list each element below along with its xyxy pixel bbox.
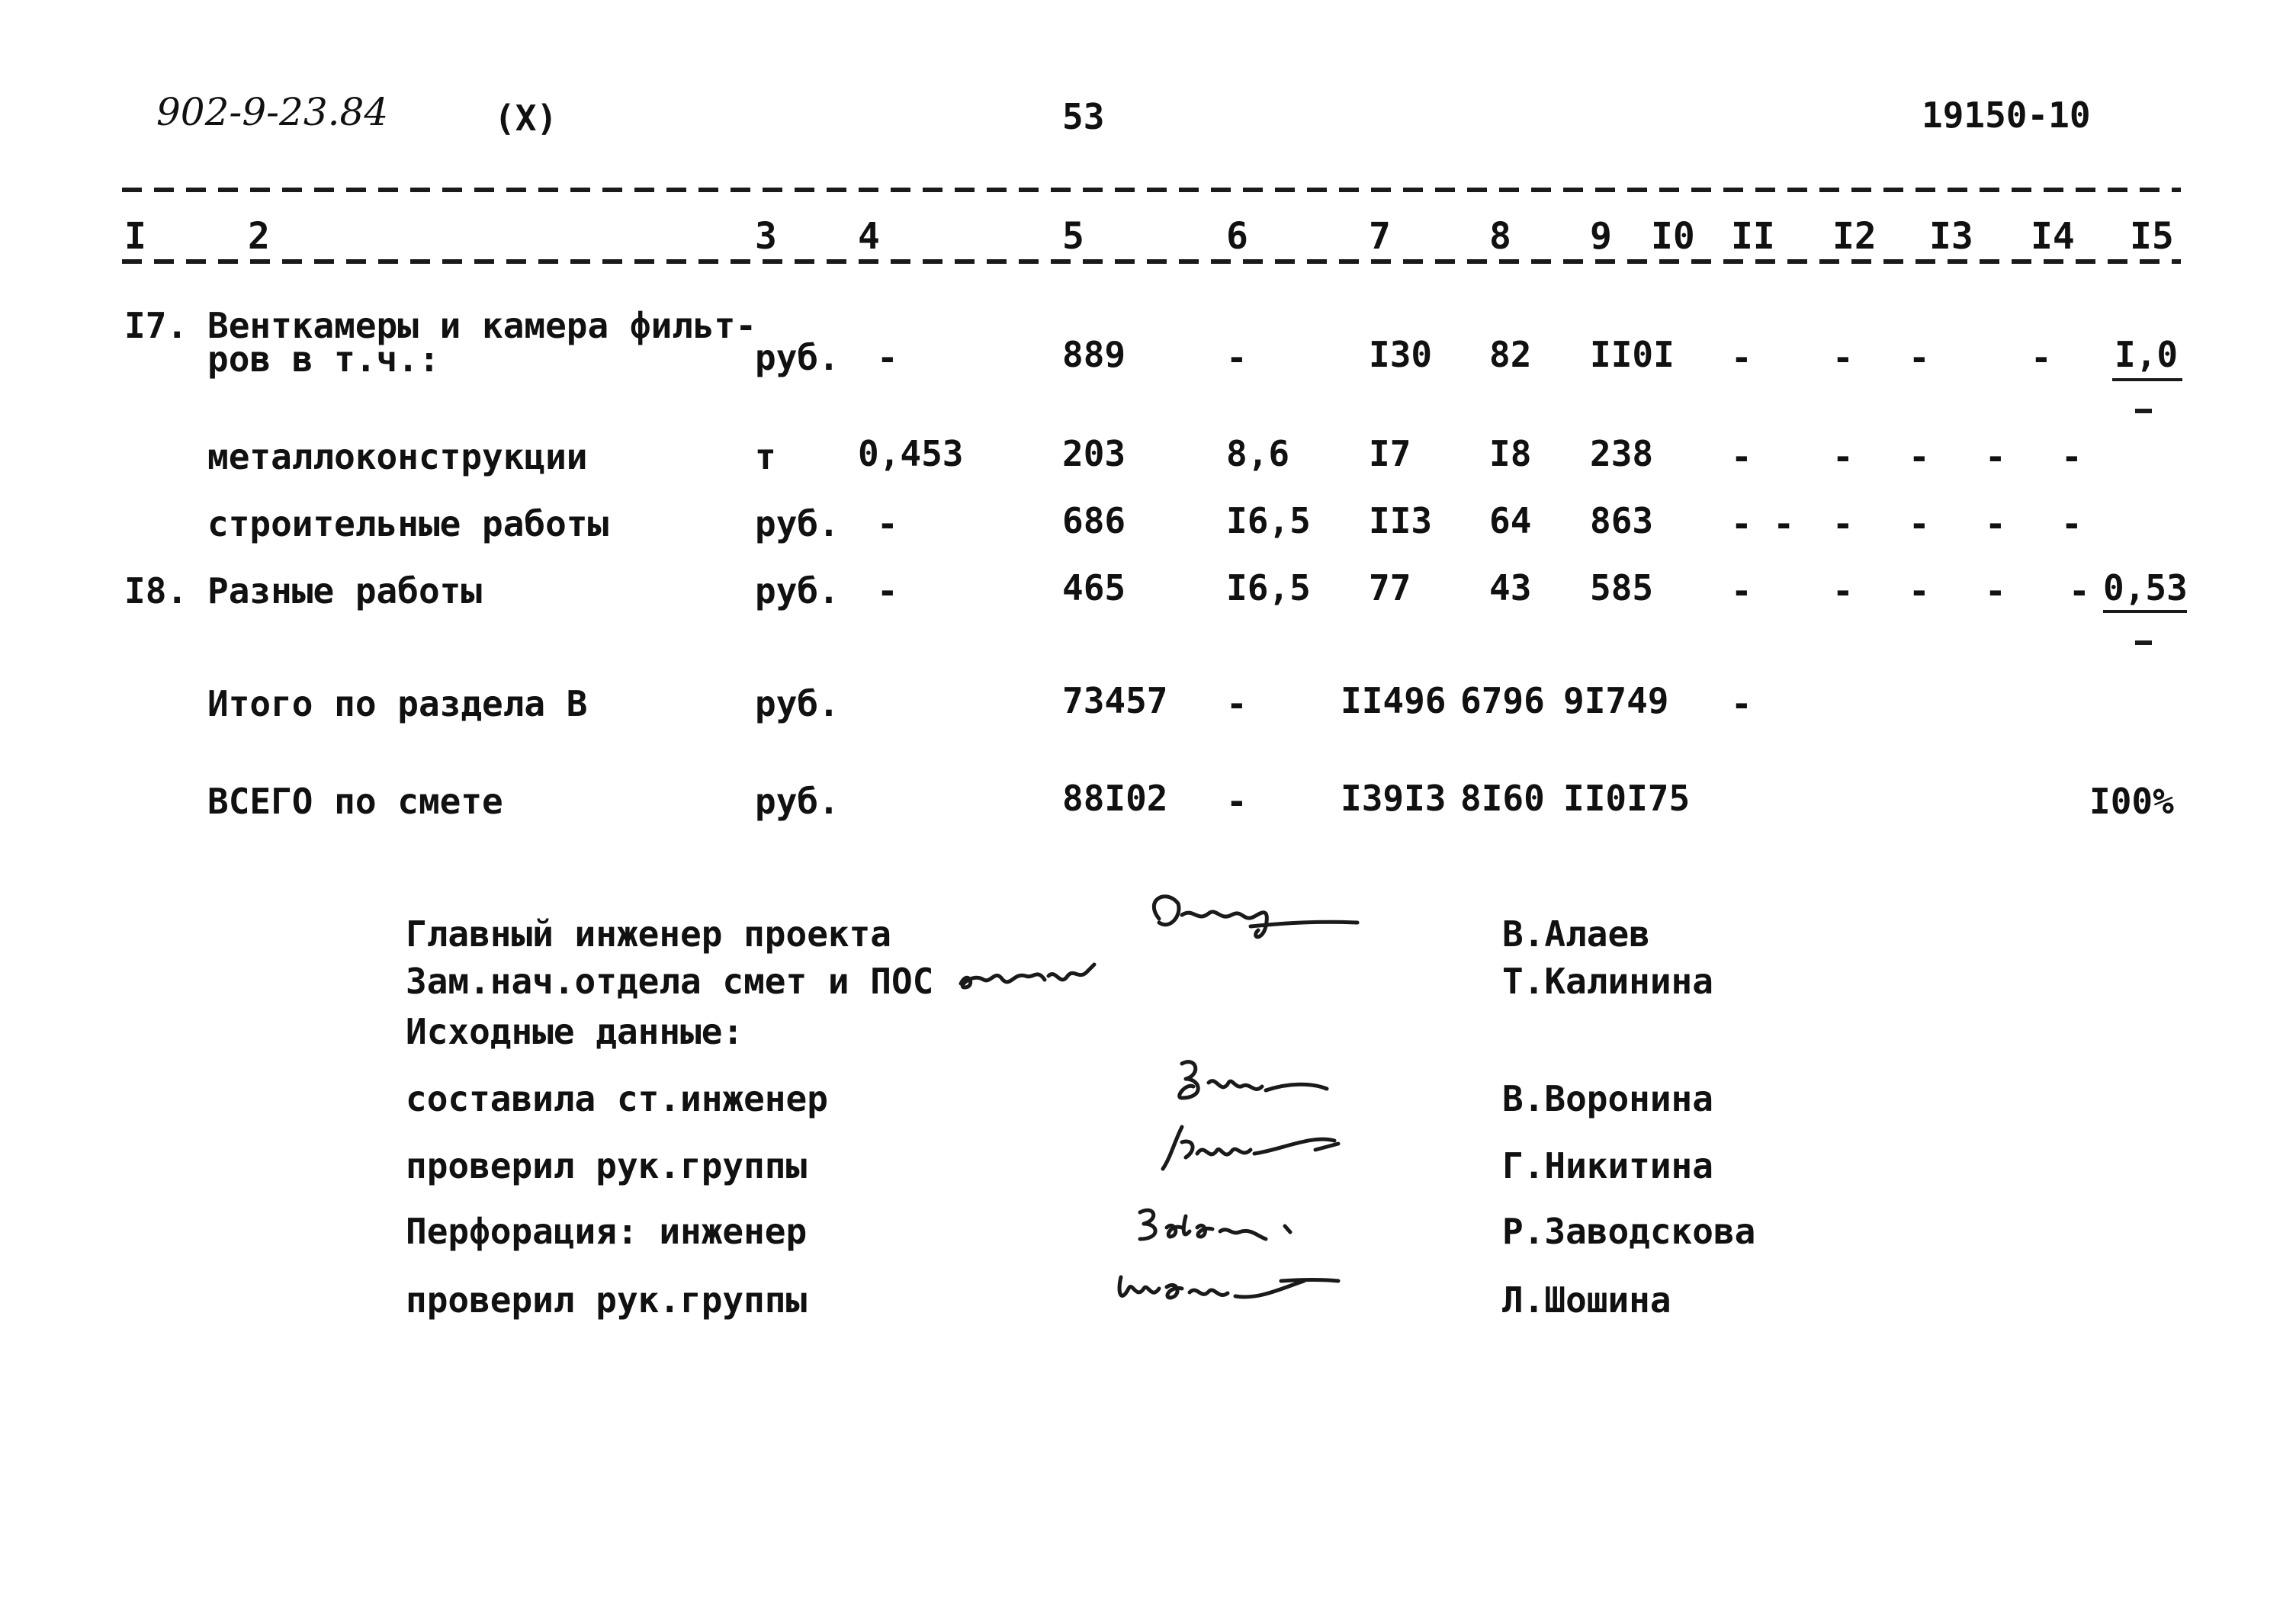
cell-col9: II0I: [1590, 334, 1675, 375]
signatory-name: Т.Калинина: [1502, 961, 1713, 1002]
cell-col14: -: [2061, 503, 2082, 544]
signature-role: проверил рук.группы: [406, 1279, 808, 1321]
cell-col5: 889: [1062, 334, 1126, 375]
column-number: I5: [2130, 215, 2174, 258]
signature-role: Перфорация: инженер: [406, 1211, 808, 1252]
row-unit: руб.: [755, 570, 840, 611]
row-unit: руб.: [755, 503, 840, 544]
column-number: 6: [1226, 215, 1248, 258]
cell-col10: -: [1731, 570, 1752, 611]
signature-role: составила ст.инженер: [406, 1078, 828, 1119]
cell-col6: 8,6: [1226, 433, 1290, 474]
cell-col10: -: [1731, 683, 1752, 724]
cell-col7: I30: [1369, 334, 1433, 375]
row-unit: руб.: [755, 337, 840, 378]
signatory-name: В.Алаев: [1502, 913, 1650, 955]
cell-col11: -: [1832, 570, 1854, 611]
cell-col5: 203: [1062, 433, 1126, 474]
cell-col15: I,0: [2115, 334, 2179, 375]
cell-col12: -: [1909, 337, 1930, 378]
column-number: 8: [1489, 215, 1511, 258]
cell-col8: 43: [1489, 567, 1532, 608]
cell-col4: -: [877, 503, 898, 544]
cell-col10: - -: [1731, 503, 1795, 544]
cell-col13: -: [1985, 570, 2006, 611]
cell-col9: II0I75: [1563, 778, 1691, 819]
top-dashed-rule: [122, 188, 2181, 192]
cell-col12: -: [1909, 503, 1930, 544]
handwritten-signature: [1167, 1052, 1334, 1113]
grand-total-label: ВСЕГО по смете: [207, 781, 503, 822]
cell-col7: I7: [1369, 433, 1411, 474]
column-number: 9: [1590, 215, 1612, 258]
cell-col6: I6,5: [1226, 567, 1311, 608]
col15-dash: [2135, 640, 2152, 645]
cell-col10: -: [1731, 337, 1752, 378]
cell-col5: 465: [1062, 567, 1126, 608]
cell-col5: 686: [1062, 500, 1126, 541]
handwritten-signature: [1136, 884, 1365, 945]
cell-col9: 9I749: [1563, 680, 1669, 721]
column-number: 4: [858, 215, 880, 258]
signature-role: проверил рук.группы: [406, 1145, 808, 1186]
cell-col4: -: [877, 337, 898, 378]
cell-col13: -: [1985, 436, 2006, 477]
cell-col9: 238: [1590, 433, 1654, 474]
cell-col4: -: [877, 570, 898, 611]
cell-col11: -: [1832, 436, 1854, 477]
document-code: 902-9-23.84: [156, 90, 389, 134]
column-number: I0: [1651, 215, 1695, 258]
cell-col9: 863: [1590, 500, 1654, 541]
sheet-mark: (X): [494, 98, 558, 139]
signatory-name: В.Воронина: [1502, 1078, 1713, 1119]
signature-role: Исходные данные:: [406, 1011, 744, 1052]
cell-col4: 0,453: [858, 433, 964, 474]
row-name: металлоконструкции: [207, 436, 588, 477]
page-number: 53: [1062, 96, 1105, 137]
cell-col11: -: [1832, 503, 1854, 544]
column-number: 5: [1062, 215, 1084, 258]
handwritten-signature: [1151, 1119, 1350, 1180]
cell-col11: -: [1832, 337, 1854, 378]
column-number: I4: [2031, 215, 2075, 258]
cell-col8: I8: [1489, 433, 1532, 474]
signature-role: Главный инженер проекта: [406, 913, 891, 955]
column-number: I: [124, 215, 146, 258]
col15-dash: [2135, 409, 2152, 413]
row-name: строительные работы: [207, 503, 609, 544]
handwritten-signature: [953, 953, 1106, 999]
signatory-name: Л.Шошина: [1502, 1279, 1671, 1321]
subtotal-label: Итого по раздела В: [207, 683, 588, 724]
column-number: I2: [1832, 215, 1877, 258]
column-number: 3: [755, 215, 777, 258]
signatory-name: Г.Никитина: [1502, 1145, 1713, 1186]
header-dashed-rule: [122, 259, 2181, 264]
cell-col12: -: [1909, 570, 1930, 611]
col15-underline: [2112, 378, 2182, 381]
cell-col7: I39I3: [1341, 778, 1447, 819]
cell-col6: -: [1226, 337, 1248, 378]
cell-col8: 64: [1489, 500, 1532, 541]
cell-col7: II3: [1369, 500, 1433, 541]
cell-col8: 82: [1489, 334, 1532, 375]
column-number: I3: [1929, 215, 1973, 258]
cell-col6: -: [1226, 781, 1248, 822]
row-number: I7.: [124, 305, 188, 346]
cell-col14: -: [2061, 436, 2082, 477]
cell-col8: 6796: [1460, 680, 1545, 721]
cell-col14: -: [2069, 570, 2090, 611]
column-number: II: [1731, 215, 1775, 258]
column-number: 2: [248, 215, 270, 258]
row-name: Разные работы: [207, 570, 483, 611]
cell-col12: -: [1909, 436, 1930, 477]
row-name-continued: ров в т.ч.:: [207, 339, 440, 380]
cell-col9: 585: [1590, 567, 1654, 608]
row-name: Венткамеры и камера фильт-: [207, 305, 757, 346]
cell-col5: 73457: [1062, 680, 1168, 721]
archive-number: 19150-10: [1922, 95, 2091, 136]
cell-col6: -: [1226, 683, 1248, 724]
cell-col6: I6,5: [1226, 500, 1311, 541]
cell-col5: 88I02: [1062, 778, 1168, 819]
col15-underline: [2103, 610, 2187, 613]
signature-role: Зам.нач.отдела смет и ПОС: [406, 961, 934, 1002]
cell-col15: I00%: [2089, 781, 2174, 822]
cell-col7: II496: [1341, 680, 1447, 721]
handwritten-signature: [1106, 1258, 1350, 1319]
row-unit: руб.: [755, 683, 840, 724]
cell-col8: 8I60: [1460, 778, 1545, 819]
signatory-name: Р.Заводскова: [1502, 1211, 1756, 1252]
handwritten-signature: [1129, 1197, 1327, 1250]
cell-col13: -: [2031, 337, 2052, 378]
cell-col15: 0,53: [2103, 567, 2188, 608]
cell-col10: -: [1731, 436, 1752, 477]
row-unit: т: [755, 436, 776, 477]
cell-col7: 77: [1369, 567, 1411, 608]
column-number: 7: [1369, 215, 1391, 258]
cell-col13: -: [1985, 503, 2006, 544]
row-number: I8.: [124, 570, 188, 611]
row-unit: руб.: [755, 781, 840, 822]
